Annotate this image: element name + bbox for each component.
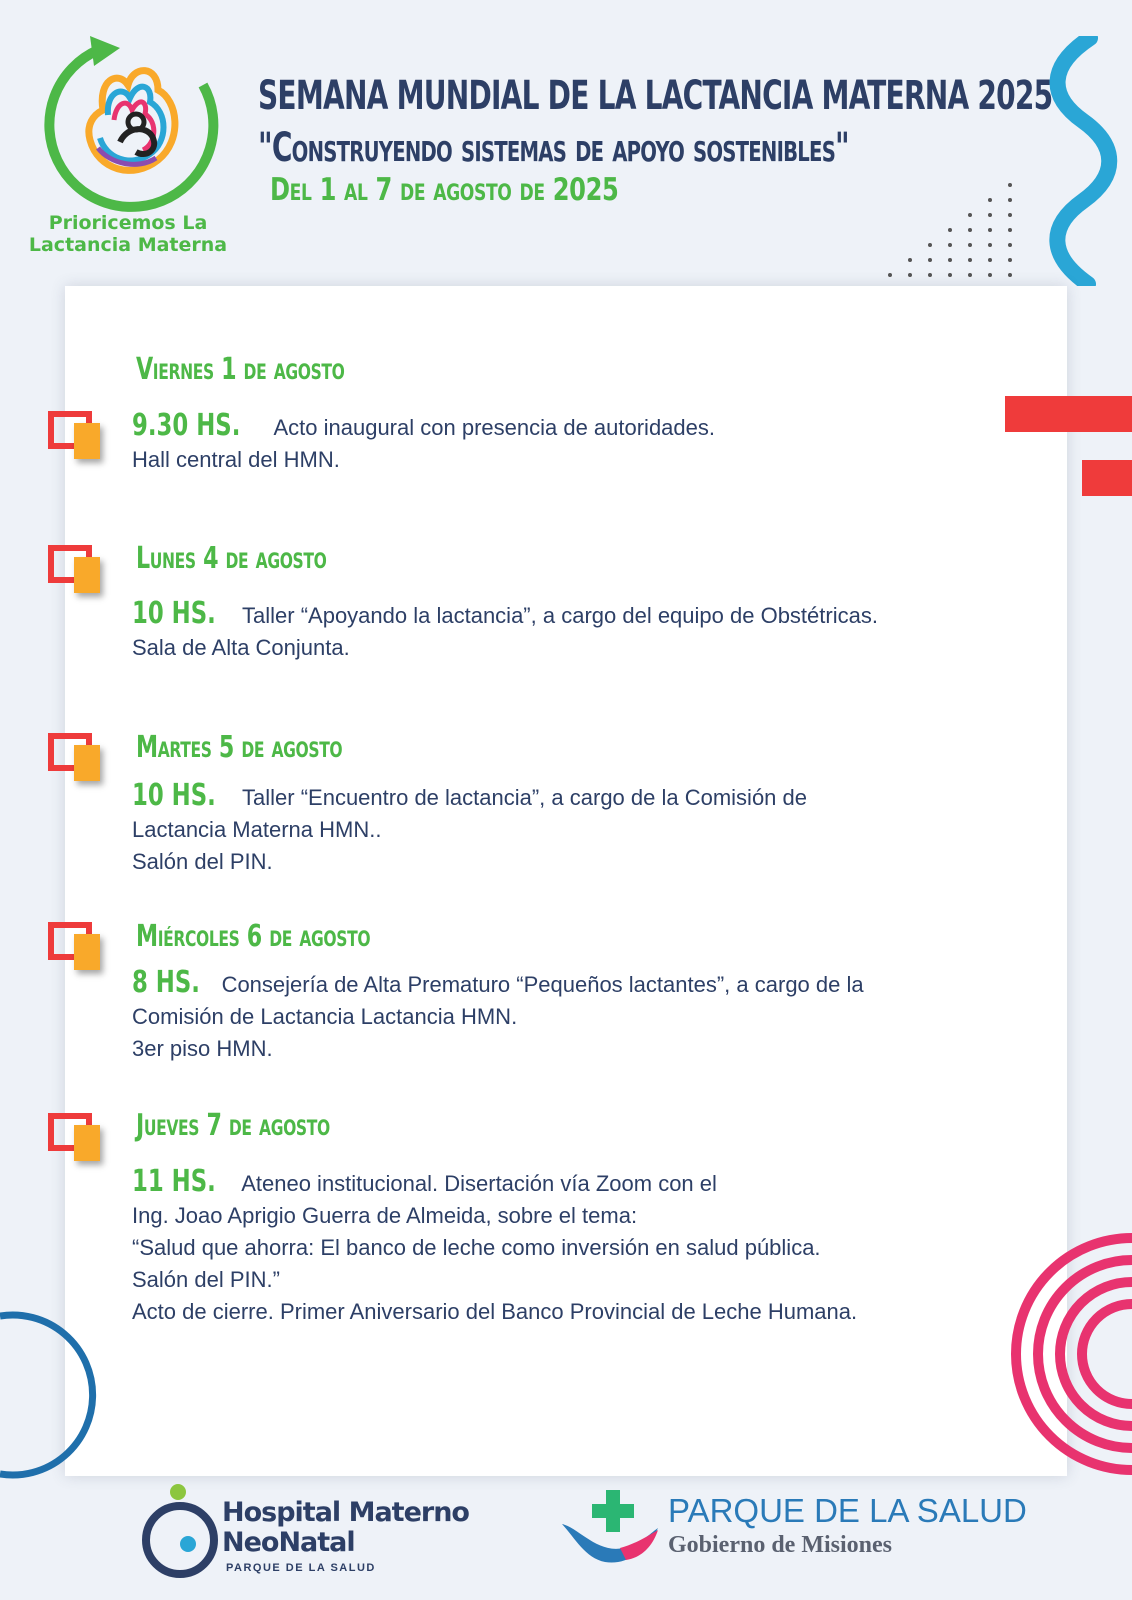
day-heading: Miércoles 6 de agosto bbox=[136, 919, 371, 954]
bullet-icon bbox=[48, 411, 108, 467]
title-line-1: SEMANA MUNDIAL DE LA LACTANCIA MATERNA 2025 bbox=[258, 73, 1053, 119]
event-line: Acto de cierre. Primer Aniversario del Banco Provincial de Leche Humana. bbox=[132, 1299, 858, 1324]
hospital-name-line-2: NeoNatal bbox=[222, 1527, 355, 1558]
breastfeeding-logo-icon bbox=[28, 30, 228, 215]
event-item bbox=[132, 598, 1032, 664]
event-item bbox=[132, 410, 1032, 476]
event-line: Consejería de Alta Prematuro “Pequeños lactantes”, a cargo de la bbox=[221, 972, 864, 997]
event-time: 8 HS. bbox=[132, 965, 200, 1000]
hospital-subtitle: PARQUE DE LA SALUD bbox=[226, 1562, 376, 1574]
hospital-name bbox=[222, 1498, 469, 1558]
event-item bbox=[132, 780, 1032, 878]
day-heading: Viernes 1 de agosto bbox=[136, 352, 345, 387]
event-line: Comisión de Lactancia Lactancia HMN. bbox=[132, 1004, 518, 1029]
event-dates: Del 1 al 7 de agosto de 2025 bbox=[270, 172, 619, 208]
event-line: Salón del PIN. bbox=[132, 849, 273, 874]
event-time: 10 HS. bbox=[132, 778, 216, 813]
event-item bbox=[132, 967, 1032, 1065]
logo-caption-line-2: Lactancia Materna bbox=[28, 234, 228, 256]
circle-decoration-icon bbox=[0, 1308, 140, 1480]
event-line: Taller “Apoyando la lactancia”, a cargo del equipo de Obstétricas. bbox=[242, 603, 878, 628]
event-line: Taller “Encuentro de lactancia”, a cargo de la Comisión de bbox=[242, 785, 807, 810]
parque-subtitle: Gobierno de Misiones bbox=[668, 1532, 893, 1558]
event-line: 3er piso HMN. bbox=[132, 1036, 273, 1061]
event-line: Acto inaugural con presencia de autoridades. bbox=[273, 415, 715, 440]
hospital-logo bbox=[140, 1482, 500, 1582]
event-time: 10 HS. bbox=[132, 596, 216, 631]
event-line: Sala de Alta Conjunta. bbox=[132, 635, 350, 660]
logo-caption bbox=[28, 212, 228, 256]
bullet-icon bbox=[48, 545, 108, 601]
title-line-2: "Construyendo sistemas de apoyo sostenibles" bbox=[258, 125, 849, 171]
hospital-name-line-1: Hospital Materno bbox=[222, 1497, 469, 1528]
event-time: 11 HS. bbox=[132, 1164, 216, 1199]
parque-logo bbox=[560, 1488, 1027, 1568]
bullet-icon bbox=[48, 1113, 108, 1169]
event-line: Ing. Joao Aprigio Guerra de Almeida, sobre el tema: bbox=[132, 1203, 638, 1228]
event-line: Lactancia Materna HMN.. bbox=[132, 817, 382, 842]
event-line: Ateneo institucional. Disertación vía Zoom con el bbox=[241, 1171, 717, 1196]
bullet-icon bbox=[48, 922, 108, 978]
red-bar-decoration bbox=[1082, 460, 1132, 496]
hospital-mother-icon bbox=[140, 1482, 230, 1582]
event-line: “Salud que ahorra: El banco de leche como inversión en salud pública. bbox=[132, 1235, 821, 1260]
event-line: Salón del PIN.” bbox=[132, 1267, 280, 1292]
wave-decoration-icon bbox=[1028, 36, 1132, 286]
event-time: 9.30 HS. bbox=[132, 408, 241, 443]
day-heading: Jueves 7 de agosto bbox=[136, 1108, 330, 1143]
parque-name: PARQUE DE LA SALUD bbox=[668, 1492, 1027, 1529]
health-cross-icon bbox=[560, 1488, 660, 1568]
page-title bbox=[258, 70, 1053, 174]
logo-caption-line-1: Prioricemos La bbox=[48, 212, 208, 234]
event-line: Hall central del HMN. bbox=[132, 447, 340, 472]
day-heading: Lunes 4 de agosto bbox=[136, 541, 327, 576]
lactancia-logo bbox=[28, 30, 228, 260]
day-heading: Martes 5 de agosto bbox=[136, 730, 343, 765]
bullet-icon bbox=[48, 733, 108, 789]
event-item bbox=[132, 1166, 1032, 1328]
